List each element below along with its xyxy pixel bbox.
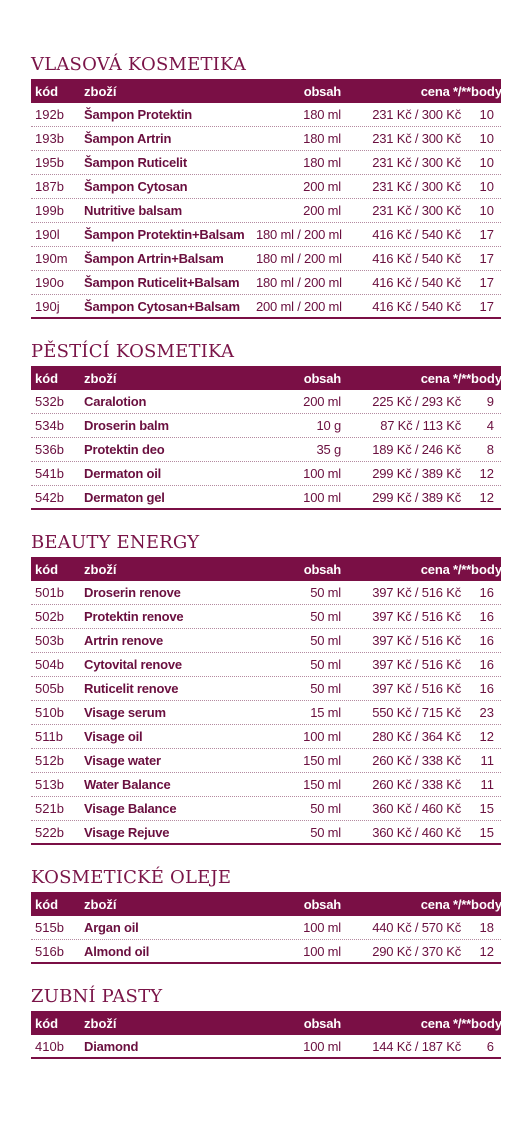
product-code: 190l: [35, 227, 60, 242]
header-product: zboží: [84, 1015, 117, 1031]
product-points: 16: [479, 657, 494, 672]
product-points: 16: [479, 681, 494, 696]
section-title: ZUBNÍ PASTY: [31, 986, 163, 1007]
header-product: zboží: [84, 370, 117, 386]
product-points: 11: [480, 753, 494, 768]
header-volume: obsah: [303, 370, 341, 386]
product-points: 10: [479, 203, 494, 218]
product-volume: 50 ml: [310, 657, 341, 672]
product-code: 541b: [35, 466, 64, 481]
table-row: [31, 1035, 501, 1059]
product-volume: 180 ml: [303, 107, 341, 122]
product-price: 416 Kč / 540 Kč: [372, 227, 461, 242]
product-name: Droserin renove: [84, 585, 181, 600]
product-points: 17: [479, 227, 494, 242]
product-price: 260 Kč / 338 Kč: [372, 753, 461, 768]
product-name: Šampon Ruticelit: [84, 155, 187, 170]
header-code: kód: [35, 1015, 59, 1031]
table-body: [31, 103, 501, 319]
price-list: [31, 54, 501, 1081]
product-name: Šampon Cytosan: [84, 179, 188, 194]
table-row: [31, 151, 501, 175]
product-points: 10: [479, 107, 494, 122]
product-name: Visage water: [84, 753, 161, 768]
product-points: 18: [479, 920, 494, 935]
product-name: Šampon Cytosan+Balsam: [84, 298, 240, 314]
product-volume: 180 ml / 200 ml: [256, 251, 342, 266]
header-code: kód: [35, 896, 59, 912]
table-row: [31, 223, 501, 247]
product-price: 231 Kč / 300 Kč: [372, 203, 461, 218]
section-4: [31, 986, 501, 1059]
product-code: 199b: [35, 203, 64, 218]
product-name: Šampon Ruticelit+Balsam: [84, 275, 240, 290]
product-points: 10: [479, 179, 494, 194]
product-code: 504b: [35, 657, 64, 672]
product-name: Dermaton gel: [84, 489, 165, 505]
table-body: [31, 916, 501, 964]
product-points: 12: [479, 489, 494, 505]
product-points: 9: [486, 394, 494, 409]
product-code: 187b: [35, 179, 64, 194]
table-body: [31, 581, 501, 845]
product-name: Droserin balm: [84, 418, 169, 433]
product-price: 87 Kč / 113 Kč: [380, 418, 461, 433]
section-0: [31, 54, 501, 319]
table-row: [31, 916, 501, 940]
product-volume: 180 ml: [303, 131, 341, 146]
product-volume: 200 ml: [303, 394, 341, 409]
product-points: 12: [479, 729, 494, 744]
product-price: 397 Kč / 516 Kč: [372, 681, 461, 696]
product-name: Nutritive balsam: [84, 203, 182, 218]
header-code: kód: [35, 561, 59, 577]
product-price: 299 Kč / 389 Kč: [372, 466, 461, 481]
product-code: 190m: [35, 251, 68, 266]
table-row: [31, 701, 501, 725]
product-volume: 50 ml: [310, 609, 341, 624]
header-points: body: [471, 83, 503, 99]
product-code: 521b: [35, 801, 64, 816]
header-volume: obsah: [303, 83, 341, 99]
product-volume: 100 ml: [303, 729, 341, 744]
header-price: cena */**: [420, 83, 471, 99]
header-code: kód: [35, 83, 59, 99]
product-points: 15: [479, 824, 494, 840]
table-row: [31, 462, 501, 486]
product-volume: 180 ml / 200 ml: [256, 227, 342, 242]
product-points: 16: [479, 585, 494, 600]
product-price: 550 Kč / 715 Kč: [372, 705, 461, 720]
product-price: 397 Kč / 516 Kč: [372, 657, 461, 672]
product-code: 522b: [35, 824, 64, 840]
product-price: 189 Kč / 246 Kč: [372, 442, 461, 457]
product-price: 299 Kč / 389 Kč: [372, 489, 461, 505]
product-price: 231 Kč / 300 Kč: [372, 131, 461, 146]
table-header: [31, 366, 501, 390]
product-volume: 50 ml: [310, 824, 341, 840]
product-code: 195b: [35, 155, 64, 170]
product-price: 416 Kč / 540 Kč: [372, 298, 461, 314]
section-title: BEAUTY ENERGY: [31, 532, 200, 553]
product-price: 360 Kč / 460 Kč: [372, 824, 461, 840]
header-points: body: [471, 370, 503, 386]
table-row: [31, 271, 501, 295]
table-body: [31, 390, 501, 510]
table-row: [31, 199, 501, 223]
product-price: 231 Kč / 300 Kč: [372, 179, 461, 194]
product-name: Protektin deo: [84, 442, 165, 457]
product-points: 12: [479, 943, 494, 959]
product-name: Almond oil: [84, 943, 150, 959]
product-code: 516b: [35, 943, 64, 959]
product-price: 416 Kč / 540 Kč: [372, 275, 461, 290]
product-name: Šampon Artrin+Balsam: [84, 251, 224, 266]
table-row: [31, 175, 501, 199]
product-volume: 100 ml: [303, 920, 341, 935]
product-volume: 180 ml: [303, 155, 341, 170]
product-volume: 100 ml: [303, 489, 341, 505]
header-price: cena */**: [420, 1015, 471, 1031]
product-volume: 100 ml: [303, 1038, 341, 1054]
product-points: 17: [479, 251, 494, 266]
section-1: [31, 341, 501, 510]
product-name: Diamond: [84, 1038, 139, 1054]
product-points: 17: [479, 275, 494, 290]
product-price: 397 Kč / 516 Kč: [372, 609, 461, 624]
product-price: 231 Kč / 300 Kč: [372, 107, 461, 122]
product-code: 190j: [35, 298, 60, 314]
table-row: [31, 414, 501, 438]
product-volume: 35 g: [316, 442, 341, 457]
header-code: kód: [35, 370, 59, 386]
product-price: 144 Kč / 187 Kč: [372, 1038, 461, 1054]
product-code: 501b: [35, 585, 64, 600]
product-volume: 150 ml: [303, 777, 341, 792]
product-volume: 100 ml: [303, 466, 341, 481]
product-code: 512b: [35, 753, 64, 768]
product-price: 397 Kč / 516 Kč: [372, 585, 461, 600]
header-points: body: [471, 896, 503, 912]
product-name: Visage Balance: [84, 801, 177, 816]
product-points: 15: [479, 801, 494, 816]
table-row: [31, 653, 501, 677]
table-row: [31, 295, 501, 319]
product-points: 16: [479, 633, 494, 648]
product-points: 16: [479, 609, 494, 624]
table-header: [31, 1011, 501, 1035]
header-volume: obsah: [303, 1015, 341, 1031]
product-code: 511b: [35, 729, 63, 744]
table-row: [31, 725, 501, 749]
product-points: 17: [479, 298, 494, 314]
product-points: 23: [479, 705, 494, 720]
table-row: [31, 247, 501, 271]
table-row: [31, 605, 501, 629]
table-row: [31, 821, 501, 845]
table-header: [31, 892, 501, 916]
product-code: 513b: [35, 777, 64, 792]
product-volume: 50 ml: [310, 585, 341, 600]
product-points: 11: [480, 777, 494, 792]
product-price: 225 Kč / 293 Kč: [372, 394, 461, 409]
product-code: 503b: [35, 633, 64, 648]
product-name: Šampon Protektin: [84, 107, 193, 122]
table-row: [31, 749, 501, 773]
header-product: zboží: [84, 896, 117, 912]
header-product: zboží: [84, 561, 117, 577]
product-volume: 150 ml: [303, 753, 341, 768]
product-price: 360 Kč / 460 Kč: [372, 801, 461, 816]
product-volume: 50 ml: [310, 801, 341, 816]
product-code: 542b: [35, 489, 64, 505]
table-row: [31, 581, 501, 605]
section-2: [31, 532, 501, 845]
product-volume: 200 ml / 200 ml: [256, 298, 342, 314]
product-points: 10: [479, 131, 494, 146]
product-code: 192b: [35, 107, 64, 122]
table-row: [31, 486, 501, 510]
product-points: 6: [486, 1038, 494, 1054]
table-body: [31, 1035, 501, 1059]
header-price: cena */**: [420, 896, 471, 912]
product-price: 231 Kč / 300 Kč: [372, 155, 461, 170]
product-price: 280 Kč / 364 Kč: [372, 729, 461, 744]
product-points: 10: [479, 155, 494, 170]
product-code: 515b: [35, 920, 64, 935]
product-code: 510b: [35, 705, 64, 720]
section-title: VLASOVÁ KOSMETIKA: [31, 54, 247, 75]
product-name: Visage oil: [84, 729, 143, 744]
product-volume: 200 ml: [303, 179, 341, 194]
product-volume: 50 ml: [310, 681, 341, 696]
header-price: cena */**: [420, 561, 471, 577]
product-code: 505b: [35, 681, 64, 696]
product-code: 532b: [35, 394, 64, 409]
product-volume: 200 ml: [303, 203, 341, 218]
product-name: Šampon Protektin+Balsam: [84, 227, 245, 242]
header-volume: obsah: [303, 896, 341, 912]
header-volume: obsah: [303, 561, 341, 577]
product-name: Cytovital renove: [84, 657, 182, 672]
product-points: 4: [486, 418, 494, 433]
product-price: 260 Kč / 338 Kč: [372, 777, 461, 792]
product-name: Visage Rejuve: [84, 824, 170, 840]
product-volume: 15 ml: [310, 705, 341, 720]
product-name: Argan oil: [84, 920, 139, 935]
table-row: [31, 940, 501, 964]
product-code: 410b: [35, 1038, 64, 1054]
product-code: 502b: [35, 609, 64, 624]
product-name: Caralotion: [84, 394, 147, 409]
header-points: body: [471, 1015, 503, 1031]
product-name: Protektin renove: [84, 609, 184, 624]
section-title: PĚSTÍCÍ KOSMETIKA: [31, 341, 235, 362]
product-price: 440 Kč / 570 Kč: [372, 920, 461, 935]
table-row: [31, 773, 501, 797]
header-price: cena */**: [420, 370, 471, 386]
product-price: 397 Kč / 516 Kč: [372, 633, 461, 648]
header-points: body: [471, 561, 503, 577]
product-code: 190o: [35, 275, 64, 290]
product-points: 8: [486, 442, 494, 457]
section-3: [31, 867, 501, 964]
product-price: 290 Kč / 370 Kč: [372, 943, 461, 959]
product-code: 193b: [35, 131, 64, 146]
product-name: Visage serum: [84, 705, 166, 720]
table-header: [31, 79, 501, 103]
product-code: 536b: [35, 442, 64, 457]
product-volume: 10 g: [316, 418, 341, 433]
table-row: [31, 438, 501, 462]
product-code: 534b: [35, 418, 64, 433]
product-points: 12: [479, 466, 494, 481]
product-name: Šampon Artrin: [84, 131, 172, 146]
table-row: [31, 127, 501, 151]
section-title: KOSMETICKÉ OLEJE: [31, 867, 232, 888]
product-volume: 180 ml / 200 ml: [256, 275, 342, 290]
table-header: [31, 557, 501, 581]
table-row: [31, 103, 501, 127]
product-name: Dermaton oil: [84, 466, 162, 481]
table-row: [31, 797, 501, 821]
header-product: zboží: [84, 83, 117, 99]
table-row: [31, 390, 501, 414]
product-volume: 100 ml: [303, 943, 341, 959]
product-name: Ruticelit renove: [84, 681, 179, 696]
product-volume: 50 ml: [310, 633, 341, 648]
product-name: Water Balance: [84, 777, 171, 792]
product-name: Artrin renove: [84, 633, 164, 648]
table-row: [31, 629, 501, 653]
table-row: [31, 677, 501, 701]
product-price: 416 Kč / 540 Kč: [372, 251, 461, 266]
